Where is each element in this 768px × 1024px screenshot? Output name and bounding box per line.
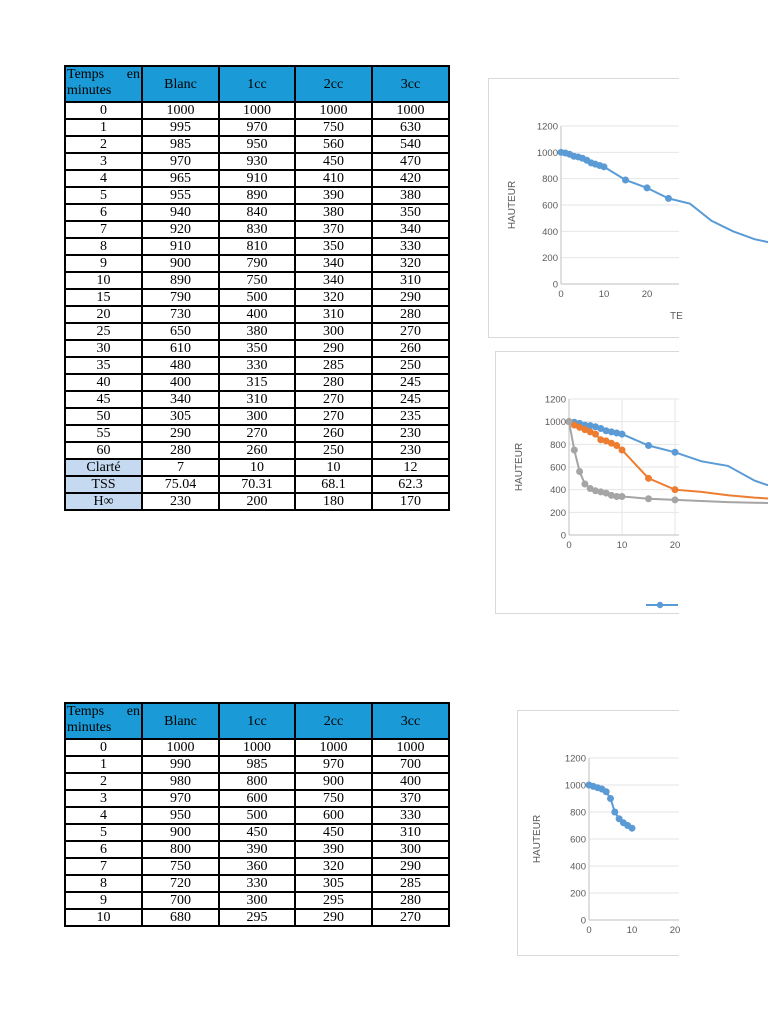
y-tick-label: 600 (570, 834, 586, 846)
table-cell: 7 (65, 221, 142, 238)
data-point (601, 164, 607, 170)
table-cell: 9 (65, 255, 142, 272)
table-cell: 890 (142, 272, 219, 289)
table-cell: 400 (219, 306, 295, 323)
data-table-2 (64, 702, 450, 927)
y-tick-label: 0 (552, 279, 558, 291)
table-cell: 250 (372, 357, 449, 374)
table-cell: 970 (295, 756, 372, 773)
table-cell: 300 (372, 841, 449, 858)
table-cell: 500 (219, 807, 295, 824)
data-point (672, 497, 678, 503)
table-cell: 55 (65, 425, 142, 442)
table-cell: 410 (295, 170, 372, 187)
y-tick-label: 800 (542, 174, 558, 186)
y-tick-label: 200 (542, 253, 558, 265)
table-cell: 315 (219, 374, 295, 391)
y-tick-label: 1000 (544, 417, 566, 429)
table-cell: 260 (295, 425, 372, 442)
table-cell: 1000 (142, 102, 219, 119)
summary-cell: 68.1 (295, 476, 372, 493)
table-cell: 30 (65, 340, 142, 357)
table-cell: 985 (219, 756, 295, 773)
table-cell: 700 (372, 756, 449, 773)
table-row (65, 909, 449, 926)
column-header: Blanc (142, 703, 219, 739)
table-row (65, 153, 449, 170)
summary-row (65, 459, 449, 476)
table-cell: 990 (142, 756, 219, 773)
data-point (644, 185, 650, 191)
table-cell: 900 (142, 824, 219, 841)
table-cell: 890 (219, 187, 295, 204)
table-cell: 970 (142, 790, 219, 807)
data-point (672, 449, 678, 455)
data-point (619, 493, 625, 499)
x-tick-label: 10 (616, 540, 628, 551)
table-cell: 950 (219, 136, 295, 153)
x-tick-label: 10 (626, 925, 638, 936)
table-cell: 3 (65, 153, 142, 170)
table-row (65, 824, 449, 841)
y-tick-label: 1200 (544, 394, 566, 406)
table-cell: 1000 (372, 102, 449, 119)
table-cell: 980 (142, 773, 219, 790)
y-tick-label: 800 (570, 807, 586, 819)
table-cell: 305 (295, 875, 372, 892)
table-cell: 0 (65, 739, 142, 756)
table-cell: 1000 (295, 102, 372, 119)
table-cell: 330 (219, 875, 295, 892)
data-point (577, 469, 583, 475)
table-cell: 340 (295, 255, 372, 272)
data-point (593, 431, 599, 437)
summary-cell: 7 (142, 459, 219, 476)
y-tick-label: 600 (542, 200, 558, 212)
table-row (65, 340, 449, 357)
table-cell: 3 (65, 790, 142, 807)
table-cell: 940 (142, 204, 219, 221)
table-cell: 290 (295, 340, 372, 357)
table-cell: 790 (142, 289, 219, 306)
table-cell: 730 (142, 306, 219, 323)
table-cell: 270 (295, 408, 372, 425)
table-cell: 900 (142, 255, 219, 272)
x-tick-label: 10 (598, 289, 610, 300)
table-cell: 60 (65, 442, 142, 459)
table-cell: 330 (219, 357, 295, 374)
table-cell: 420 (372, 170, 449, 187)
data-point (566, 419, 572, 425)
table-cell: 830 (219, 221, 295, 238)
summary-label: H∞ (65, 493, 142, 510)
table-cell: 400 (142, 374, 219, 391)
table-cell: 330 (372, 238, 449, 255)
table-row (65, 357, 449, 374)
summary-row (65, 493, 449, 510)
table-cell: 950 (142, 807, 219, 824)
table-cell: 910 (219, 170, 295, 187)
summary-cell: 200 (219, 493, 295, 510)
table-cell: 7 (65, 858, 142, 875)
table-cell: 370 (295, 221, 372, 238)
table-cell: 230 (372, 425, 449, 442)
table-cell: 35 (65, 357, 142, 374)
summary-label: Clarté (65, 459, 142, 476)
table-cell: 300 (219, 408, 295, 425)
table-cell: 4 (65, 807, 142, 824)
table-cell: 750 (142, 858, 219, 875)
table-cell: 800 (219, 773, 295, 790)
y-tick-label: 400 (542, 226, 558, 238)
x-axis-label: TE (670, 311, 683, 322)
table-row (65, 289, 449, 306)
table-cell: 390 (219, 841, 295, 858)
table-cell: 450 (295, 153, 372, 170)
table-cell: 50 (65, 408, 142, 425)
data-point (623, 177, 629, 183)
x-tick-label: 20 (641, 289, 653, 300)
table-cell: 25 (65, 323, 142, 340)
table-cell: 750 (219, 272, 295, 289)
table-row (65, 391, 449, 408)
table-cell: 750 (295, 119, 372, 136)
table-cell: 630 (372, 119, 449, 136)
summary-cell: 180 (295, 493, 372, 510)
table-cell: 970 (219, 119, 295, 136)
table-cell: 600 (295, 807, 372, 824)
y-tick-label: 1000 (536, 147, 558, 159)
table-cell: 600 (219, 790, 295, 807)
y-axis-label: HAUTEUR (514, 442, 525, 492)
table-cell: 15 (65, 289, 142, 306)
table-cell: 1000 (219, 102, 295, 119)
column-header: 1cc (219, 66, 295, 102)
table-cell: 5 (65, 187, 142, 204)
table-cell: 370 (372, 790, 449, 807)
column-header: Blanc (142, 66, 219, 102)
summary-cell: 10 (219, 459, 295, 476)
table-cell: 310 (295, 306, 372, 323)
table-cell: 985 (142, 136, 219, 153)
table-cell: 2 (65, 773, 142, 790)
table-cell: 270 (219, 425, 295, 442)
column-header: Temps en minutes (65, 66, 142, 102)
data-point (646, 442, 652, 448)
table-cell: 0 (65, 102, 142, 119)
table-cell: 300 (295, 323, 372, 340)
table-cell: 480 (142, 357, 219, 374)
data-point (619, 447, 625, 453)
summary-cell: 230 (142, 493, 219, 510)
column-header: Temps en minutes (65, 703, 142, 739)
table-cell: 300 (219, 892, 295, 909)
y-tick-label: 400 (550, 485, 566, 497)
data-point (582, 481, 588, 487)
table-cell: 270 (372, 909, 449, 926)
table-row (65, 187, 449, 204)
table-row (65, 119, 449, 136)
column-header: 2cc (295, 66, 372, 102)
table-header-row (65, 66, 449, 102)
x-tick-label: 20 (669, 540, 681, 551)
summary-cell: 170 (372, 493, 449, 510)
table-cell: 340 (142, 391, 219, 408)
table-cell: 290 (372, 858, 449, 875)
table-cell: 6 (65, 204, 142, 221)
chart-3 (517, 710, 679, 956)
legend-marker (646, 602, 678, 608)
table-cell: 380 (295, 204, 372, 221)
data-point (666, 195, 672, 201)
table-cell: 250 (295, 442, 372, 459)
table-cell: 280 (372, 306, 449, 323)
summary-label: TSS (65, 476, 142, 493)
table-cell: 280 (295, 374, 372, 391)
table-cell: 380 (372, 187, 449, 204)
table-cell: 800 (142, 841, 219, 858)
series-line (561, 152, 768, 247)
table-cell: 10 (65, 272, 142, 289)
chart-1 (488, 78, 683, 338)
y-axis-label: HAUTEUR (507, 180, 518, 230)
y-axis-label: HAUTEUR (532, 814, 543, 864)
table-cell: 450 (219, 824, 295, 841)
table-cell: 260 (219, 442, 295, 459)
table-row (65, 875, 449, 892)
table-cell: 270 (372, 323, 449, 340)
summary-row (65, 476, 449, 493)
table-row (65, 323, 449, 340)
table-cell: 720 (142, 875, 219, 892)
table-row (65, 255, 449, 272)
table-cell: 920 (142, 221, 219, 238)
table-cell: 285 (295, 357, 372, 374)
table-cell: 290 (372, 289, 449, 306)
table-cell: 350 (372, 204, 449, 221)
x-tick-label: 0 (566, 540, 572, 551)
summary-cell: 75.04 (142, 476, 219, 493)
table-cell: 910 (142, 238, 219, 255)
y-tick-label: 800 (550, 439, 566, 451)
y-tick-label: 1200 (564, 753, 586, 765)
table-cell: 1000 (295, 739, 372, 756)
table-cell: 540 (372, 136, 449, 153)
table-row (65, 739, 449, 756)
table-cell: 380 (219, 323, 295, 340)
y-tick-label: 1200 (536, 121, 558, 133)
summary-cell: 62.3 (372, 476, 449, 493)
chart-1-plot (489, 79, 683, 337)
table-cell: 1000 (372, 739, 449, 756)
chart-2 (495, 351, 679, 614)
table-cell: 350 (295, 238, 372, 255)
data-point (608, 796, 614, 802)
table-row (65, 756, 449, 773)
table-cell: 245 (372, 374, 449, 391)
table-row (65, 102, 449, 119)
y-tick-label: 400 (570, 861, 586, 873)
table-cell: 4 (65, 170, 142, 187)
table-cell: 8 (65, 238, 142, 255)
y-tick-label: 1000 (564, 780, 586, 792)
table-cell: 610 (142, 340, 219, 357)
table-cell: 330 (372, 807, 449, 824)
x-tick-label: 0 (558, 289, 564, 300)
table-cell: 9 (65, 892, 142, 909)
y-tick-label: 0 (580, 915, 586, 927)
y-tick-label: 0 (560, 530, 566, 542)
table-row (65, 807, 449, 824)
table-cell: 230 (372, 442, 449, 459)
table-row (65, 841, 449, 858)
table-cell: 320 (372, 255, 449, 272)
table-cell: 750 (295, 790, 372, 807)
table-row (65, 204, 449, 221)
y-tick-label: 200 (550, 507, 566, 519)
column-header: 1cc (219, 703, 295, 739)
column-header: 3cc (372, 66, 449, 102)
table-header-row (65, 703, 449, 739)
table-row (65, 773, 449, 790)
x-tick-label: 20 (669, 925, 681, 936)
table-row (65, 790, 449, 807)
table-cell: 450 (295, 824, 372, 841)
table-cell: 790 (219, 255, 295, 272)
table-cell: 270 (295, 391, 372, 408)
table-row (65, 374, 449, 391)
table-cell: 295 (219, 909, 295, 926)
table-cell: 400 (372, 773, 449, 790)
table-cell: 650 (142, 323, 219, 340)
table-cell: 340 (295, 272, 372, 289)
table-cell: 390 (295, 187, 372, 204)
table-cell: 930 (219, 153, 295, 170)
table-row (65, 306, 449, 323)
table-cell: 340 (372, 221, 449, 238)
table-cell: 955 (142, 187, 219, 204)
table-cell: 350 (219, 340, 295, 357)
table-cell: 45 (65, 391, 142, 408)
table-row (65, 858, 449, 875)
table-cell: 810 (219, 238, 295, 255)
table-cell: 280 (142, 442, 219, 459)
table-row (65, 408, 449, 425)
table-cell: 1000 (142, 739, 219, 756)
table-cell: 310 (372, 824, 449, 841)
table-cell: 970 (142, 153, 219, 170)
table-cell: 500 (219, 289, 295, 306)
data-point (612, 809, 618, 815)
table-cell: 1 (65, 119, 142, 136)
table-cell: 320 (295, 858, 372, 875)
data-table-1 (64, 65, 450, 511)
table-cell: 295 (295, 892, 372, 909)
table-row (65, 238, 449, 255)
table-row (65, 272, 449, 289)
table-cell: 305 (142, 408, 219, 425)
column-header: 3cc (372, 703, 449, 739)
table-cell: 680 (142, 909, 219, 926)
summary-cell: 10 (295, 459, 372, 476)
table-cell: 5 (65, 824, 142, 841)
table-cell: 10 (65, 909, 142, 926)
table-cell: 310 (372, 272, 449, 289)
table-cell: 2 (65, 136, 142, 153)
table-cell: 40 (65, 374, 142, 391)
data-point (672, 487, 678, 493)
table-cell: 360 (219, 858, 295, 875)
table-cell: 280 (372, 892, 449, 909)
table-cell: 235 (372, 408, 449, 425)
table-cell: 995 (142, 119, 219, 136)
data-point (646, 496, 652, 502)
table-cell: 20 (65, 306, 142, 323)
data-point (629, 825, 635, 831)
data-point (646, 475, 652, 481)
chart-3-plot (518, 711, 679, 955)
table-row (65, 442, 449, 459)
chart-2-plot (496, 352, 679, 613)
summary-cell: 12 (372, 459, 449, 476)
table-cell: 390 (295, 841, 372, 858)
table-cell: 1000 (219, 739, 295, 756)
table-cell: 245 (372, 391, 449, 408)
table-cell: 285 (372, 875, 449, 892)
table-cell: 290 (295, 909, 372, 926)
y-tick-label: 600 (550, 462, 566, 474)
table-row (65, 892, 449, 909)
data-point (619, 431, 625, 437)
table-cell: 1 (65, 756, 142, 773)
table-cell: 260 (372, 340, 449, 357)
column-header: 2cc (295, 703, 372, 739)
table-row (65, 136, 449, 153)
table-cell: 320 (295, 289, 372, 306)
x-tick-label: 0 (586, 925, 592, 936)
data-point (614, 442, 620, 448)
data-point (603, 789, 609, 795)
table-cell: 840 (219, 204, 295, 221)
data-point (571, 447, 577, 453)
table-row (65, 425, 449, 442)
table-cell: 6 (65, 841, 142, 858)
table-row (65, 221, 449, 238)
table-cell: 560 (295, 136, 372, 153)
table-cell: 290 (142, 425, 219, 442)
table-cell: 700 (142, 892, 219, 909)
table-cell: 900 (295, 773, 372, 790)
table-cell: 470 (372, 153, 449, 170)
table-cell: 965 (142, 170, 219, 187)
summary-cell: 70.31 (219, 476, 295, 493)
table-row (65, 170, 449, 187)
y-tick-label: 200 (570, 888, 586, 900)
table-cell: 8 (65, 875, 142, 892)
table-cell: 310 (219, 391, 295, 408)
